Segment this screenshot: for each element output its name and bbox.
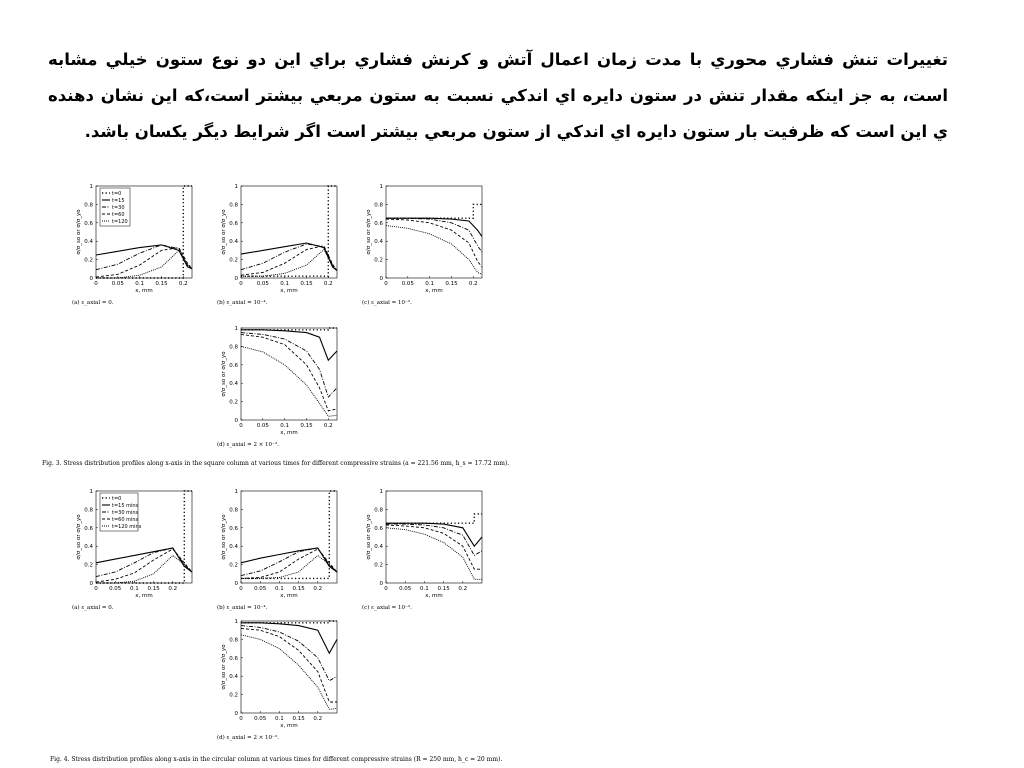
plot-frame	[241, 491, 337, 583]
y-tick-label: 0.8	[229, 637, 238, 644]
y-tick-label: 0.6	[229, 525, 238, 532]
series-line	[96, 250, 192, 278]
series-line	[241, 635, 337, 710]
x-axis-label: x, mm	[280, 723, 298, 729]
series-line	[96, 245, 192, 269]
x-tick-label: 0	[384, 586, 388, 592]
y-tick-label: 1	[234, 326, 238, 332]
x-tick-label: 0.2	[168, 586, 178, 592]
y-tick-label: 1	[89, 184, 93, 190]
y-tick-label: 0.8	[229, 202, 238, 209]
y-tick-label: 0.6	[229, 220, 238, 227]
panel-4c	[350, 483, 500, 618]
y-tick-label: 0	[234, 418, 238, 424]
x-tick-label: 0.05	[399, 586, 412, 592]
legend-label: t=60 mins	[112, 516, 139, 523]
legend-label: t=30 mins	[112, 509, 139, 516]
series-line	[241, 549, 337, 578]
persian-paragraph: تغييرات تنش فشاري محوري با مدت زمان اعمال آتش و كرنش فشاري براي اين دو نوع ستون خيلي مشابه است، به جز اينكه مقدار تنش در ستون دايره اي اندكي نسبت به ستون مربعي بيشتر است،كه اين نشان دهنده ي اين است كه ظرفيت بار ستون دايره اي اندكي از ستون مربعي بيشتر است اگر شرايط ديگر يكسان باشد.	[48, 50, 948, 141]
y-axis-label: σ/σ_so or σ/σ_yo	[76, 209, 82, 255]
y-tick-label: 0.2	[84, 257, 93, 264]
panel-caption: (d) ε_axial = 2 × 10⁻³.	[217, 735, 279, 741]
legend-label: t=15 mins	[112, 502, 139, 509]
series-line	[96, 548, 192, 577]
y-axis-label: σ/σ_so or σ/σ_yo	[366, 514, 372, 560]
series-line	[386, 525, 482, 569]
chart-4d	[205, 613, 355, 738]
y-tick-label: 1	[379, 489, 383, 495]
legend-label: t=0	[112, 495, 122, 502]
panel-caption: (d) ε_axial = 2 × 10⁻³.	[217, 442, 279, 448]
plot-frame	[386, 491, 482, 583]
x-axis-label: x, mm	[280, 430, 298, 436]
x-axis-label: x, mm	[135, 593, 153, 599]
chart-3a	[60, 178, 210, 303]
series-line	[386, 218, 482, 252]
panel-caption: (c) ε_axial = 10⁻³.	[362, 300, 412, 306]
chart-4c	[350, 483, 500, 608]
x-tick-label: 0.05	[254, 586, 267, 592]
chart-3c	[350, 178, 500, 303]
y-tick-label: 0	[89, 276, 93, 282]
y-tick-label: 0.6	[84, 220, 93, 227]
y-tick-label: 1	[379, 184, 383, 190]
legend-label: t=120	[112, 218, 128, 225]
y-tick-label: 1	[89, 489, 93, 495]
x-axis-label: x, mm	[135, 288, 153, 294]
y-tick-label: 0.4	[229, 239, 238, 246]
x-tick-label: 0.1	[275, 716, 284, 722]
y-axis-label: σ/σ_so or σ/σ_yo	[221, 644, 227, 690]
panel-caption: (c) ε_axial = 10⁻³.	[362, 605, 412, 611]
chart-3d	[205, 320, 355, 445]
x-tick-label: 0.2	[313, 716, 323, 722]
series-line	[241, 333, 337, 397]
panel-4a	[60, 483, 210, 618]
panel-caption: (a) ε_axial = 0.	[72, 605, 114, 611]
plot-frame	[386, 186, 482, 278]
y-tick-label: 0.2	[374, 257, 383, 264]
y-tick-label: 0.2	[229, 562, 238, 569]
series-line	[386, 204, 482, 218]
y-axis-label: σ/σ_so or σ/σ_yo	[221, 514, 227, 560]
y-tick-label: 0.2	[229, 692, 238, 699]
x-tick-label: 0.15	[147, 586, 160, 592]
y-tick-label: 1	[234, 619, 238, 625]
x-axis-label: x, mm	[425, 288, 443, 294]
x-tick-label: 0.2	[323, 423, 333, 429]
y-axis-label: σ/σ_so or σ/σ_yo	[76, 514, 82, 560]
y-tick-label: 0.8	[374, 507, 383, 514]
x-tick-label: 0.15	[300, 423, 313, 429]
x-tick-label: 0	[239, 281, 243, 287]
x-tick-label: 0.05	[111, 281, 124, 287]
panel-3a	[60, 178, 210, 313]
legend-label: t=0	[112, 190, 122, 197]
y-tick-label: 0.8	[229, 507, 238, 514]
x-tick-label: 0.2	[323, 281, 333, 287]
x-tick-label: 0.1	[280, 423, 290, 429]
x-tick-label: 0	[94, 281, 98, 287]
series-line	[241, 250, 337, 277]
x-axis-label: x, mm	[280, 288, 298, 294]
figure-4-caption: Fig. 4. Stress distribution profiles along x-axis in the circular column at various times for different compressive strains (R = 250 mm, h_c = 20 mm).	[50, 756, 503, 763]
x-tick-label: 0.05	[256, 423, 269, 429]
y-tick-label: 0.4	[229, 674, 238, 681]
y-tick-label: 0.2	[84, 562, 93, 569]
series-line	[241, 186, 337, 276]
y-tick-label: 0	[89, 581, 93, 587]
x-tick-label: 0.1	[420, 586, 429, 592]
x-tick-label: 0.15	[155, 281, 168, 287]
series-line	[241, 548, 337, 572]
x-tick-label: 0.05	[254, 716, 267, 722]
panel-3d	[205, 320, 355, 455]
x-tick-label: 0.15	[445, 281, 458, 287]
y-tick-label: 0.6	[374, 525, 383, 532]
y-axis-label: σ/σ_so or σ/σ_yo	[366, 209, 372, 255]
x-tick-label: 0.1	[135, 281, 145, 287]
x-tick-label: 0.2	[178, 281, 188, 287]
series-line	[241, 346, 337, 416]
x-tick-label: 0.15	[292, 586, 305, 592]
x-tick-label: 0.1	[130, 586, 139, 592]
x-tick-label: 0.15	[437, 586, 450, 592]
y-tick-label: 0.4	[374, 239, 383, 246]
chart-4a	[60, 483, 210, 608]
y-tick-label: 0.4	[229, 381, 238, 388]
y-tick-label: 0.6	[84, 525, 93, 532]
y-tick-label: 0.4	[84, 239, 93, 246]
series-line	[241, 244, 337, 271]
series-line	[96, 548, 192, 572]
panel-caption: (b) ε_axial = 10⁻⁴.	[217, 300, 268, 306]
x-tick-label: 0	[94, 586, 98, 592]
panel-caption: (b) ε_axial = 10⁻⁴.	[217, 605, 268, 611]
y-tick-label: 0	[379, 581, 383, 587]
series-line	[96, 245, 192, 270]
x-tick-label: 0.1	[425, 281, 435, 287]
panel-3c	[350, 178, 500, 313]
figure-4	[0, 478, 1024, 768]
y-tick-label: 0.2	[229, 399, 238, 406]
panel-3b	[205, 178, 355, 313]
x-tick-label: 0.1	[280, 281, 290, 287]
y-tick-label: 1	[234, 184, 238, 190]
plot-frame	[241, 186, 337, 278]
y-tick-label: 0.4	[374, 544, 383, 551]
figure-3	[0, 170, 1024, 470]
x-tick-label: 0	[239, 423, 243, 429]
legend-label: t=60	[112, 211, 125, 218]
y-tick-label: 0.4	[229, 544, 238, 551]
y-axis-label: σ/σ_so or σ/σ_yo	[221, 209, 227, 255]
x-tick-label: 0.05	[401, 281, 414, 287]
legend-label: t=30	[112, 204, 125, 211]
panel-caption: (a) ε_axial = 0.	[72, 300, 114, 306]
series-line	[386, 514, 482, 523]
x-axis-label: x, mm	[280, 593, 298, 599]
x-tick-label: 0.2	[458, 586, 468, 592]
series-line	[241, 626, 337, 681]
y-tick-label: 0.8	[84, 202, 93, 209]
figure-3-caption: Fig. 3. Stress distribution profiles along x-axis in the square column at various times for different compressive strains (a = 221.56 mm, h_s = 17.72 mm).	[42, 460, 510, 467]
y-tick-label: 0	[234, 276, 238, 282]
y-tick-label: 0.8	[229, 344, 238, 351]
y-tick-label: 0	[234, 711, 238, 717]
x-tick-label: 0	[239, 586, 243, 592]
y-tick-label: 1	[234, 489, 238, 495]
panel-4b	[205, 483, 355, 618]
x-tick-label: 0.05	[256, 281, 269, 287]
series-line	[241, 246, 337, 275]
y-tick-label: 0.2	[229, 257, 238, 264]
y-tick-label: 0	[379, 276, 383, 282]
legend-label: t=15	[112, 197, 125, 204]
x-tick-label: 0.15	[292, 716, 305, 722]
y-tick-label: 0.2	[374, 562, 383, 569]
panel-4d	[205, 613, 355, 748]
x-tick-label: 0	[384, 281, 388, 287]
legend-label: t=120 mins	[112, 523, 142, 530]
x-tick-label: 0.2	[313, 586, 323, 592]
y-tick-label: 0.6	[229, 362, 238, 369]
y-tick-label: 0	[234, 581, 238, 587]
series-line	[386, 226, 482, 275]
x-axis-label: x, mm	[425, 593, 443, 599]
chart-4b	[205, 483, 355, 608]
series-line	[386, 219, 482, 267]
x-tick-label: 0.2	[468, 281, 478, 287]
series-line	[241, 243, 337, 271]
y-axis-label: σ/σ_so or σ/σ_yo	[221, 351, 227, 397]
series-line	[241, 330, 337, 360]
x-tick-label: 0	[239, 716, 243, 722]
chart-3b	[205, 178, 355, 303]
x-tick-label: 0.15	[300, 281, 313, 287]
x-tick-label: 0.1	[275, 586, 284, 592]
y-tick-label: 0.4	[84, 544, 93, 551]
y-tick-label: 0.6	[374, 220, 383, 227]
y-tick-label: 0.8	[84, 507, 93, 514]
y-tick-label: 0.8	[374, 202, 383, 209]
x-tick-label: 0.05	[109, 586, 122, 592]
y-tick-label: 0.6	[229, 655, 238, 662]
